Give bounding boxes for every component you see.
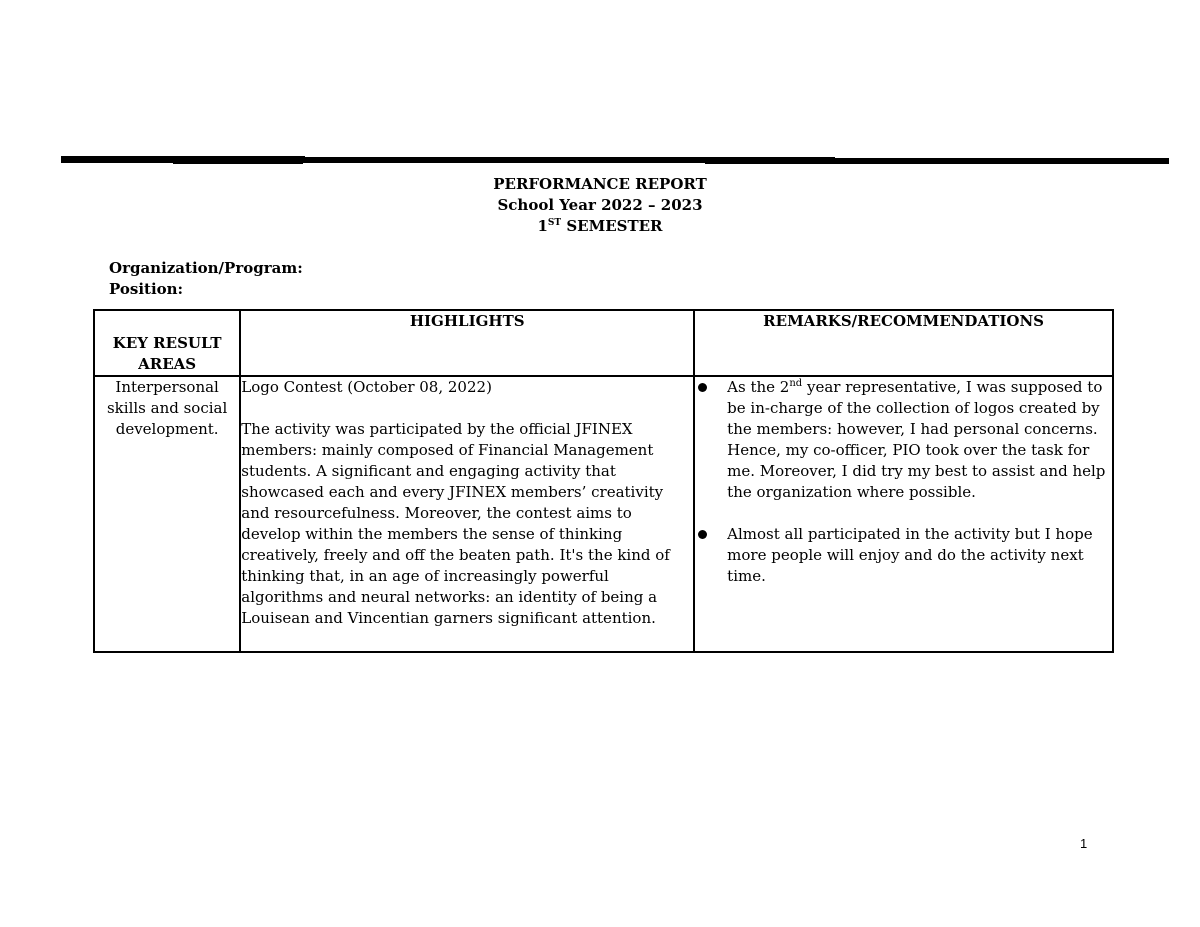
header-rule <box>61 156 1169 164</box>
remarks-list <box>695 377 1112 587</box>
organization-label: Organization/Program: <box>109 259 303 277</box>
header-highlights: HIGHLIGHTS <box>240 310 694 376</box>
bullet-icon <box>698 383 707 392</box>
table-header-row <box>94 310 1113 376</box>
remark-item: Almost all participated in the activity but I hope more people will enjoy and do the activity next time. <box>695 524 1112 587</box>
header-key-result-areas: KEY RESULT AREAS <box>94 310 240 376</box>
semester: 1ST SEMESTER <box>537 217 663 235</box>
highlight-body: The activity was participated by the official JFINEX members: mainly composed of Financial Management students. A significant and engaging activity that showcased each and every JFINEX members’ creativity and resourcefulness. Moreover, the contest aims to develop within the members the sense of thinking creatively, freely and off the beaten path. It's the kind of thinking that, in an age of increasingly powerful algorithms and neural networks: an identity of being a Louisean and Vincentian garners significant attention. <box>241 420 670 627</box>
report-meta <box>109 258 303 300</box>
bullet-icon <box>698 530 707 539</box>
report-title: PERFORMANCE REPORT <box>493 175 707 193</box>
header-remarks: REMARKS/RECOMMENDATIONS <box>694 310 1113 376</box>
report-table <box>93 309 1114 653</box>
remarks-cell <box>694 376 1113 652</box>
key-result-area-cell: Interpersonal skills and social development. <box>94 376 240 652</box>
highlight-title: Logo Contest (October 08, 2022) <box>241 378 492 396</box>
remark-item: As the 2nd year representative, I was supposed to be in-charge of the collection of logos created by the members: however, I had personal concerns. Hence, my co-officer, PIO took over the task for me. Moreover, I did try my best to assist and help the organization where possible. <box>695 377 1112 503</box>
page-number: 1 <box>1080 836 1088 851</box>
table-row <box>94 376 1113 652</box>
report-header <box>0 174 1200 237</box>
highlights-cell <box>240 376 694 652</box>
school-year: School Year 2022 – 2023 <box>497 196 703 214</box>
position-label: Position: <box>109 280 184 298</box>
